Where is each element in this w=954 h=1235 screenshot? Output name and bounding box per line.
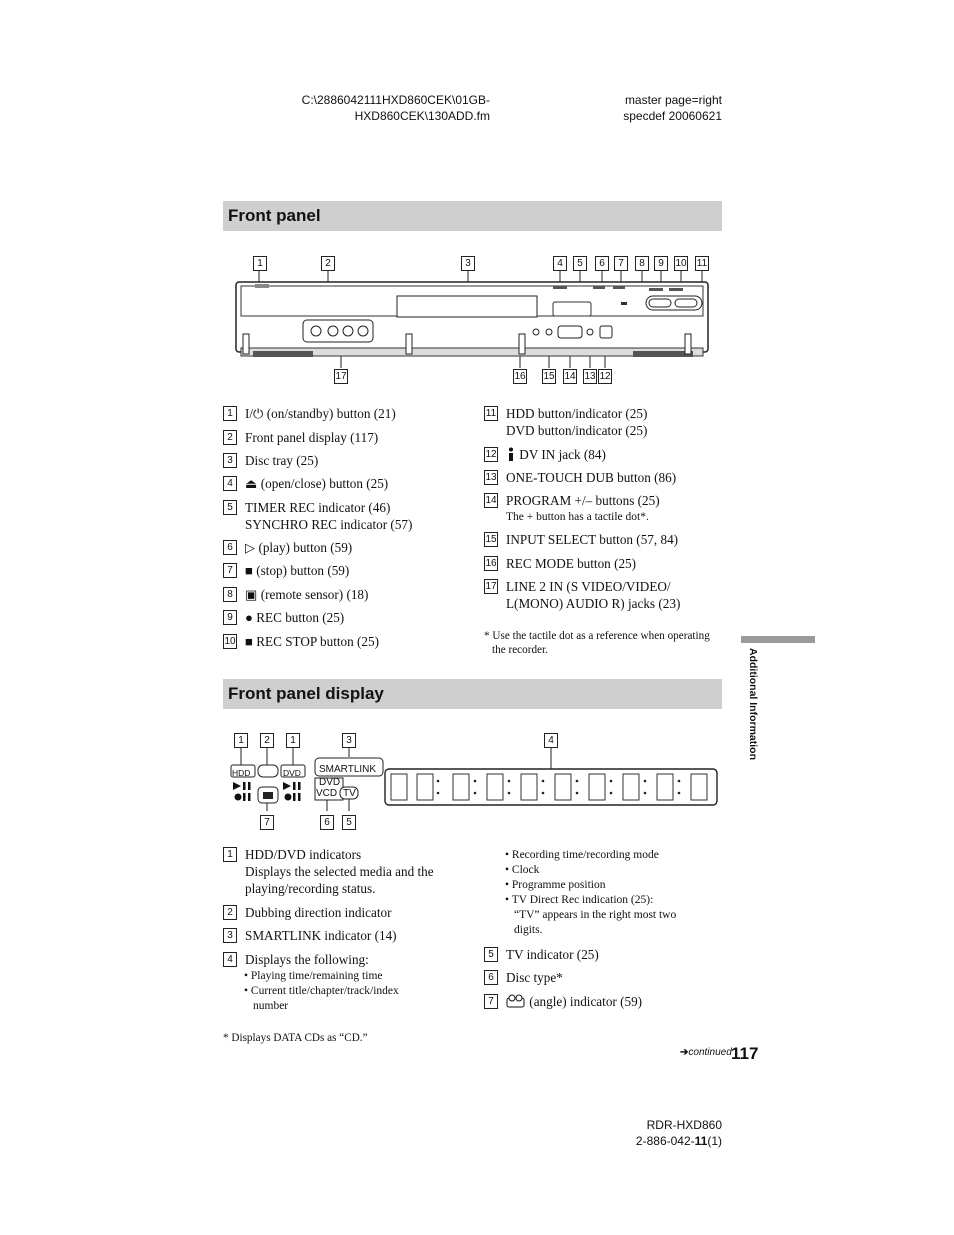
bullet-item-cont: number [253, 1000, 289, 1012]
fpd-bullets-right [505, 848, 676, 938]
fp-item-text: I/⏻ (on/standby) button (21) [245, 406, 396, 421]
file-path-line2: HXD860CEK\130ADD.fm [354, 109, 490, 123]
callout-fp-9: 9 [654, 256, 668, 271]
fp-item-text: DV IN jack (84) [519, 447, 606, 462]
fp-item-note: The + button has a tactile dot*. [506, 511, 649, 523]
vcd-type-label: VCD [316, 788, 338, 799]
fpd-item-text: HDD/DVD indicators [245, 847, 362, 862]
callout-fp-8: 8 [635, 256, 649, 271]
side-tab-marker [741, 636, 815, 643]
section-title-front-panel-display: Front panel display [223, 679, 722, 709]
callout-fpd-1b: 1 [286, 733, 300, 748]
fpd-item-text: TV indicator (25) [506, 947, 599, 962]
front-panel-illustration [223, 250, 722, 390]
fpd-item-text-line2: Displays the selected media and the [245, 864, 434, 879]
arrow-right-icon: ➔ [680, 1047, 689, 1058]
fp-item-number: 5 [223, 500, 237, 515]
fpd-item-number: 1 [223, 847, 237, 862]
bullet-item: • Playing time/remaining time [244, 970, 383, 982]
dv-in-icon [506, 447, 516, 461]
bullet-item-cont: “TV” appears in the right most two [514, 909, 677, 921]
smartlink-label: SMARTLINK [319, 764, 377, 775]
fpd-bullets-left [244, 969, 399, 1014]
callout-fpd-7: 7 [260, 815, 274, 830]
bullet-item: • Current title/chapter/track/index [244, 985, 399, 997]
fp-item-text: Disc tray (25) [245, 453, 319, 468]
fp-item-number: 4 [223, 476, 237, 491]
fp-item-text: ● REC button (25) [245, 610, 345, 625]
fp-item-text: Front panel display (117) [245, 430, 379, 445]
callout-fp-10: 10 [675, 258, 687, 269]
bullet-item: • Clock [505, 864, 540, 876]
fpd-footnote: * Displays DATA CDs as “CD.” [223, 1032, 368, 1044]
fpd-item-number: 6 [484, 970, 498, 985]
fp-item-number: 6 [223, 540, 237, 555]
fp-item-text: ⏏ (open/close) button (25) [245, 476, 389, 491]
fpd-item-text-line3: playing/recording status. [245, 881, 376, 896]
part-code-suffix: (1) [707, 1134, 722, 1148]
part-code [600, 1133, 722, 1149]
fpd-item-text: (angle) indicator (59) [529, 994, 643, 1009]
part-code-prefix: 2-886-042- [635, 1134, 695, 1148]
callout-fp-13: 13 [584, 371, 596, 382]
callout-fp-1: 1 [253, 256, 267, 271]
fp-item-number: 14 [485, 495, 497, 506]
bullet-item: • Recording time/recording mode [505, 849, 659, 861]
fp-item-number: 3 [223, 453, 237, 468]
fp-item-text: ONE-TOUCH DUB button (86) [506, 470, 677, 485]
model-info [600, 1117, 722, 1149]
bullet-item-cont: digits. [514, 924, 543, 936]
fp-item-text: ■ (stop) button (59) [245, 563, 350, 578]
bullet-item: • Programme position [505, 879, 606, 891]
callout-fp-7: 7 [614, 256, 628, 271]
front-panel-display-illustration [223, 745, 722, 815]
tv-label: TV [343, 788, 356, 799]
fp-item-text-line2: SYNCHRO REC indicator (57) [245, 517, 413, 532]
fp-item-text: ■ REC STOP button (25) [245, 634, 379, 649]
fp-item-number: 15 [485, 534, 497, 545]
dvd-label: DVD [283, 768, 301, 778]
callout-fp-17: 17 [335, 371, 347, 382]
fp-item-number: 9 [223, 610, 237, 625]
fp-item-text: TIMER REC indicator (46) [245, 500, 391, 515]
callout-fp-14: 14 [564, 371, 576, 382]
continued-text: continued [688, 1047, 732, 1058]
fp-item-number: 11 [485, 408, 497, 419]
fp-item-number: 12 [485, 449, 497, 460]
fpd-item-text-wrap [506, 993, 642, 1010]
fp-item-number: 2 [223, 430, 237, 445]
fp-footnote-line2: the recorder. [492, 644, 548, 656]
callout-fp-3: 3 [461, 256, 475, 271]
dvd-type-label: DVD [319, 777, 341, 788]
file-path-line1: C:\2886042111HXD860CEK\01GB- [301, 93, 490, 107]
fp-item-text: PROGRAM +/– buttons (25) [506, 493, 660, 508]
side-tab-label: Additional Information [747, 648, 759, 760]
fp-item-text: HDD button/indicator (25) [506, 406, 648, 421]
fp-item-text-wrap [506, 446, 606, 463]
callout-fpd-3: 3 [342, 733, 356, 748]
callout-fp-16: 16 [514, 371, 526, 382]
hdd-label: HDD [232, 768, 251, 778]
callout-fp-15: 15 [543, 371, 555, 382]
callout-fp-5: 5 [573, 256, 587, 271]
page-number: 117 [731, 1044, 759, 1063]
fpd-item-text: Dubbing direction indicator [245, 905, 392, 920]
fp-item-number: 17 [485, 581, 497, 592]
file-path [280, 92, 490, 124]
master-line1: master page=right [624, 93, 722, 107]
fp-item-number: 7 [223, 563, 237, 578]
callout-fpd-1a: 1 [234, 733, 248, 748]
fp-item-number: 8 [223, 587, 237, 602]
fpd-item-number: 2 [223, 905, 237, 920]
fp-item-number: 1 [223, 406, 237, 421]
fpd-item-number: 5 [484, 947, 498, 962]
fp-item-text: LINE 2 IN (S VIDEO/VIDEO/ [506, 579, 671, 594]
callout-fp-6: 6 [595, 256, 609, 271]
fp-item-text: ▷ (play) button (59) [245, 540, 353, 555]
model-number: RDR-HXD860 [646, 1118, 722, 1132]
master-page-info [600, 92, 722, 124]
bullet-item: • TV Direct Rec indication (25): [505, 894, 654, 906]
callout-fpd-2: 2 [260, 733, 274, 748]
fp-item-text: ▣ (remote sensor) (18) [245, 587, 369, 602]
fpd-item-number: 7 [484, 994, 498, 1009]
master-line2: specdef 20060621 [623, 109, 722, 123]
fpd-item-number: 4 [223, 952, 237, 967]
callout-fp-11: 11 [696, 258, 708, 269]
callout-fpd-5: 5 [342, 815, 356, 830]
fp-item-text: REC MODE button (25) [506, 556, 637, 571]
fp-footnote-line1: * Use the tactile dot as a reference when operating [484, 630, 710, 642]
fp-item-number: 13 [485, 472, 497, 483]
fp-item-number: 16 [485, 558, 497, 569]
callout-fp-2: 2 [321, 256, 335, 271]
fp-item-text-line2: DVD button/indicator (25) [506, 423, 648, 438]
continued-marker [680, 1047, 732, 1058]
fp-footnote [484, 629, 710, 657]
callout-fp-12: 12 [599, 371, 611, 382]
fpd-item-number: 3 [223, 928, 237, 943]
angle-icon [506, 994, 526, 1008]
fpd-item-text: Disc type* [506, 970, 563, 985]
part-code-bold: 11 [694, 1134, 708, 1148]
callout-fpd-6: 6 [320, 815, 334, 830]
callout-fp-4: 4 [553, 256, 567, 271]
fp-item-text: INPUT SELECT button (57, 84) [506, 532, 679, 547]
callout-fpd-4: 4 [544, 733, 558, 748]
fpd-item-text: SMARTLINK indicator (14) [245, 928, 397, 943]
section-title-front-panel: Front panel [223, 201, 722, 231]
fp-item-number: 10 [224, 636, 236, 647]
fpd-item-text: Displays the following: [245, 952, 369, 967]
fp-item-text-line2: L(MONO) AUDIO R) jacks (23) [506, 596, 681, 611]
